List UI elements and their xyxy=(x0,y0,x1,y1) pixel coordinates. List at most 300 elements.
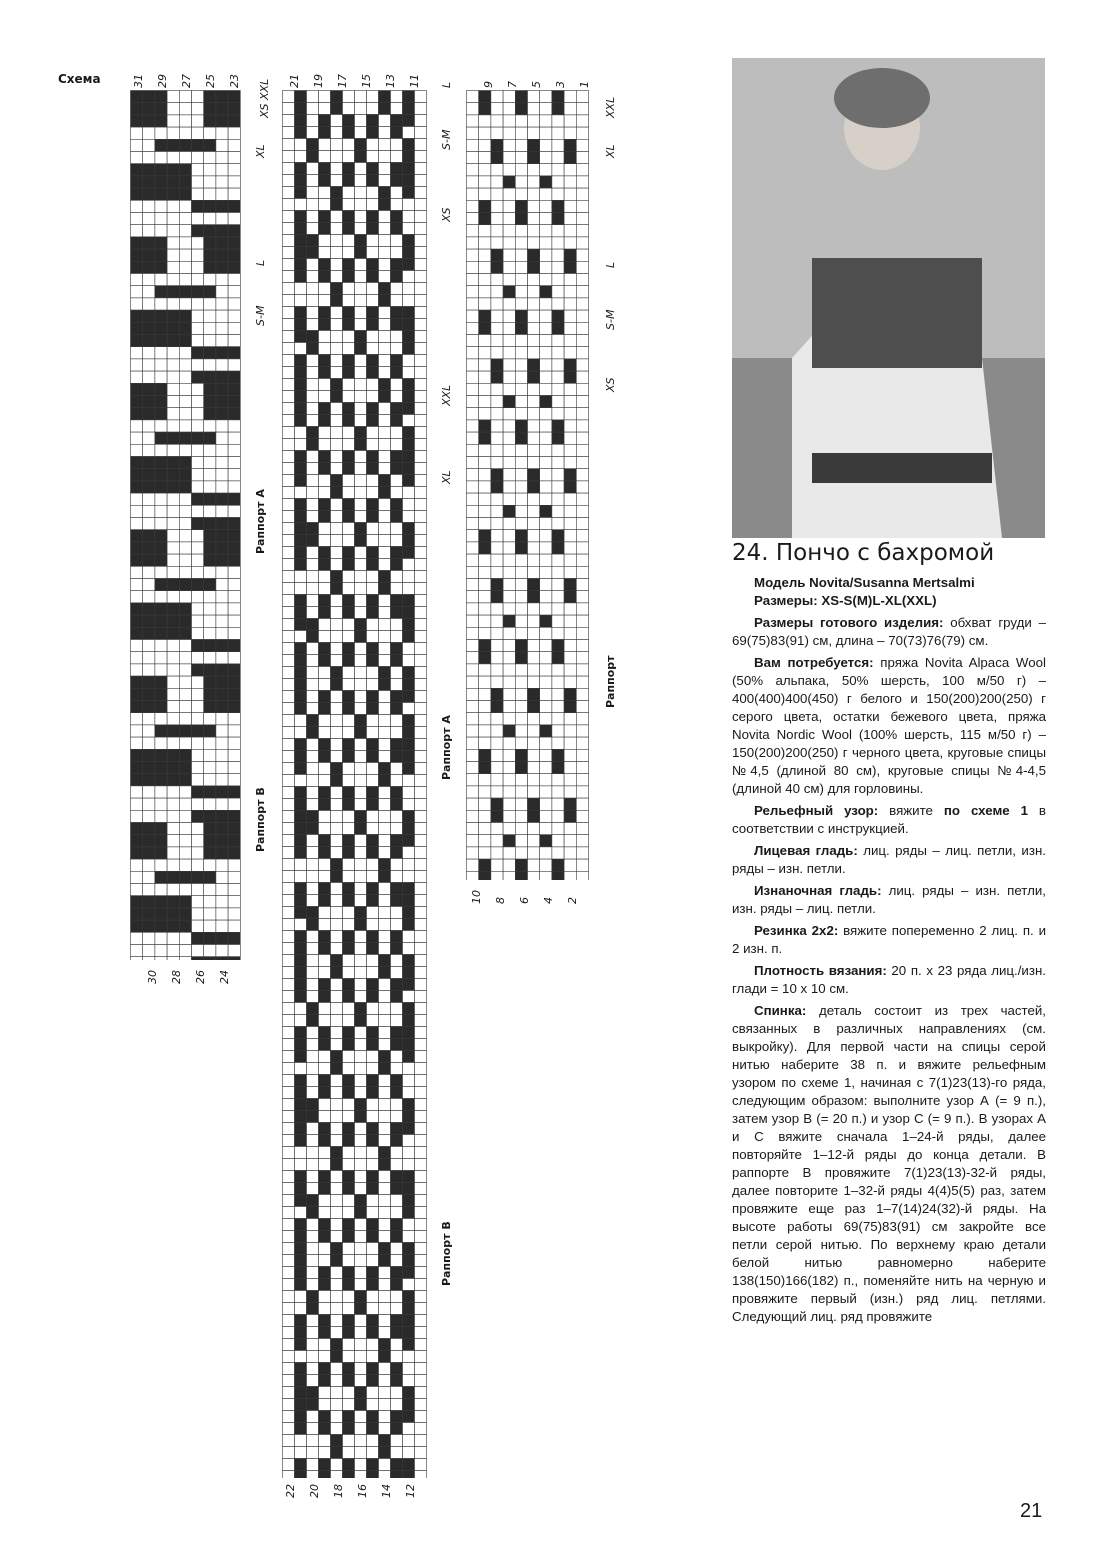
chart-cell xyxy=(467,505,479,517)
chart-cell xyxy=(540,640,552,652)
chart-cell xyxy=(355,931,367,943)
chart-cell xyxy=(564,835,576,847)
chart-cell xyxy=(391,1375,403,1387)
chart-cell xyxy=(467,200,479,212)
chart-cell xyxy=(283,343,295,355)
chart-cell xyxy=(343,823,355,835)
chart-cell xyxy=(319,463,331,475)
chart-cell xyxy=(403,619,415,631)
chart-cell xyxy=(564,420,576,432)
chart-cell xyxy=(367,1351,379,1363)
chart-cell xyxy=(319,271,331,283)
chart-cell xyxy=(319,523,331,535)
chart-cell xyxy=(179,676,191,688)
chart-cell xyxy=(307,727,319,739)
chart-cell xyxy=(415,1099,427,1111)
chart-cell xyxy=(228,274,240,286)
chart-cell xyxy=(204,91,216,103)
chart-cell xyxy=(491,396,503,408)
chart-cell xyxy=(216,200,228,212)
chart-cell xyxy=(515,103,527,115)
chart-cell xyxy=(331,1255,343,1267)
chart-cell xyxy=(143,335,155,347)
chart-cell xyxy=(479,774,491,786)
chart-cell xyxy=(355,1003,367,1015)
chart-cell xyxy=(503,164,515,176)
chart-cell xyxy=(564,774,576,786)
chart-cell xyxy=(307,91,319,103)
chart-cell xyxy=(343,1051,355,1063)
chart-cell xyxy=(528,493,540,505)
chart-cell xyxy=(467,554,479,566)
chart-cell xyxy=(228,359,240,371)
chart-cell xyxy=(131,945,143,957)
chart-cell xyxy=(131,847,143,859)
chart-right-size-mark: S-M xyxy=(604,309,617,330)
chart-cell xyxy=(552,542,564,554)
chart-cell xyxy=(415,403,427,415)
chart-cell xyxy=(295,1435,307,1447)
chart-cell xyxy=(564,847,576,859)
chart-cell xyxy=(131,359,143,371)
chart-cell xyxy=(295,379,307,391)
chart-cell xyxy=(295,1027,307,1039)
chart-cell xyxy=(379,163,391,175)
chart-cell xyxy=(343,1027,355,1039)
chart-cell xyxy=(503,688,515,700)
chart-cell xyxy=(143,871,155,883)
chart-cell xyxy=(540,652,552,664)
chart-cell xyxy=(355,907,367,919)
chart-cell xyxy=(307,379,319,391)
chart-cell xyxy=(331,823,343,835)
chart-cell xyxy=(403,775,415,787)
chart-cell xyxy=(216,554,228,566)
chart-cell xyxy=(379,115,391,127)
chart-cell xyxy=(204,627,216,639)
chart-cell xyxy=(564,274,576,286)
chart-cell xyxy=(379,331,391,343)
chart-cell xyxy=(379,1339,391,1351)
chart-cell xyxy=(379,235,391,247)
chart-cell xyxy=(131,225,143,237)
chart-cell xyxy=(391,103,403,115)
chart-cell xyxy=(552,469,564,481)
chart-cell xyxy=(403,1387,415,1399)
chart-cell xyxy=(167,762,179,774)
chart-cell xyxy=(343,1183,355,1195)
chart-cell xyxy=(528,798,540,810)
chart-cell xyxy=(491,359,503,371)
chart-cell xyxy=(167,896,179,908)
chart-cell xyxy=(355,1447,367,1459)
chart-cell xyxy=(319,1279,331,1291)
chart-left-grid xyxy=(130,90,246,960)
chart-cell xyxy=(331,871,343,883)
chart-cell xyxy=(467,347,479,359)
chart-cell xyxy=(503,554,515,566)
chart-cell xyxy=(192,908,204,920)
chart-cell xyxy=(167,749,179,761)
chart-cell xyxy=(319,919,331,931)
chart-cell xyxy=(331,859,343,871)
chart-cell xyxy=(295,415,307,427)
chart-cell xyxy=(155,432,167,444)
chart-cell xyxy=(479,762,491,774)
chart-cell xyxy=(379,631,391,643)
chart-cell xyxy=(319,103,331,115)
chart-cell xyxy=(403,451,415,463)
chart-cell xyxy=(179,774,191,786)
chart-cell xyxy=(367,187,379,199)
chart-cell xyxy=(155,579,167,591)
chart-cell xyxy=(491,518,503,530)
chart-cell xyxy=(343,211,355,223)
chart-cell xyxy=(552,115,564,127)
chart-middle-bottom-number: 16 xyxy=(356,1484,369,1498)
chart-cell xyxy=(216,396,228,408)
chart-cell xyxy=(467,688,479,700)
chart-cell xyxy=(319,595,331,607)
chart-cell xyxy=(331,1303,343,1315)
chart-cell xyxy=(391,739,403,751)
chart-cell xyxy=(179,579,191,591)
chart-cell xyxy=(131,896,143,908)
chart-cell xyxy=(552,347,564,359)
chart-cell xyxy=(307,775,319,787)
chart-cell xyxy=(403,571,415,583)
chart-cell xyxy=(552,457,564,469)
chart-cell xyxy=(319,163,331,175)
chart-cell xyxy=(415,787,427,799)
chart-cell xyxy=(391,715,403,727)
chart-cell xyxy=(415,715,427,727)
chart-cell xyxy=(403,1039,415,1051)
chart-cell xyxy=(415,247,427,259)
chart-cell xyxy=(391,835,403,847)
chart-cell xyxy=(343,1015,355,1027)
chart-cell xyxy=(131,908,143,920)
chart-cell xyxy=(204,310,216,322)
chart-cell xyxy=(479,749,491,761)
chart-cell xyxy=(295,691,307,703)
chart-cell xyxy=(192,591,204,603)
chart-cell xyxy=(167,420,179,432)
chart-cell xyxy=(331,271,343,283)
chart-cell xyxy=(295,1195,307,1207)
chart-cell xyxy=(331,1195,343,1207)
chart-cell xyxy=(167,127,179,139)
chart-cell xyxy=(355,727,367,739)
chart-cell xyxy=(528,664,540,676)
chart-cell xyxy=(576,493,588,505)
chart-cell xyxy=(216,432,228,444)
chart-cell xyxy=(228,835,240,847)
chart-cell xyxy=(528,640,540,652)
chart-cell xyxy=(331,127,343,139)
chart-cell xyxy=(331,1003,343,1015)
chart-cell xyxy=(528,603,540,615)
chart-cell xyxy=(515,749,527,761)
chart-cell xyxy=(415,427,427,439)
chart-cell xyxy=(540,603,552,615)
chart-cell xyxy=(491,542,503,554)
chart-cell xyxy=(379,1075,391,1087)
chart-cell xyxy=(503,249,515,261)
chart-cell xyxy=(355,163,367,175)
chart-cell xyxy=(283,631,295,643)
chart-cell xyxy=(131,432,143,444)
chart-cell xyxy=(528,200,540,212)
chart-cell xyxy=(216,322,228,334)
chart-cell xyxy=(355,331,367,343)
chart-right-size-mark: XXL xyxy=(604,96,617,118)
chart-cell xyxy=(576,713,588,725)
chart-cell xyxy=(479,127,491,139)
chart-cell xyxy=(283,1447,295,1459)
chart-cell xyxy=(403,163,415,175)
chart-cell xyxy=(379,1255,391,1267)
chart-cell xyxy=(515,859,527,871)
chart-cell xyxy=(391,1243,403,1255)
chart-cell xyxy=(283,751,295,763)
chart-cell xyxy=(192,542,204,554)
chart-cell xyxy=(319,403,331,415)
chart-cell xyxy=(415,1159,427,1171)
chart-cell xyxy=(331,415,343,427)
chart-cell xyxy=(204,932,216,944)
chart-cell xyxy=(367,1339,379,1351)
chart-cell xyxy=(415,1279,427,1291)
chart-cell xyxy=(367,1375,379,1387)
chart-cell xyxy=(355,427,367,439)
chart-cell xyxy=(216,920,228,932)
chart-cell xyxy=(307,187,319,199)
chart-cell xyxy=(192,676,204,688)
chart-cell xyxy=(367,1087,379,1099)
chart-cell xyxy=(415,367,427,379)
chart-cell xyxy=(552,640,564,652)
chart-cell xyxy=(515,566,527,578)
chart-cell xyxy=(216,908,228,920)
chart-cell xyxy=(552,91,564,103)
chart-cell xyxy=(528,627,540,639)
chart-cell xyxy=(307,871,319,883)
chart-cell xyxy=(295,1279,307,1291)
chart-cell xyxy=(379,895,391,907)
chart-cell xyxy=(343,1279,355,1291)
chart-cell xyxy=(192,322,204,334)
chart-cell xyxy=(216,505,228,517)
chart-cell xyxy=(379,1099,391,1111)
chart-cell xyxy=(343,1471,355,1479)
chart-cell xyxy=(379,955,391,967)
chart-cell xyxy=(331,847,343,859)
chart-cell xyxy=(379,523,391,535)
chart-cell xyxy=(307,1003,319,1015)
chart-cell xyxy=(228,432,240,444)
chart-cell xyxy=(491,91,503,103)
chart-cell xyxy=(143,896,155,908)
chart-cell xyxy=(552,261,564,273)
chart-cell xyxy=(192,554,204,566)
chart-cell xyxy=(403,1099,415,1111)
chart-cell xyxy=(228,774,240,786)
chart-cell xyxy=(307,931,319,943)
chart-cell xyxy=(415,1435,427,1447)
chart-cell xyxy=(143,359,155,371)
chart-cell xyxy=(331,223,343,235)
chart-cell xyxy=(319,967,331,979)
chart-cell xyxy=(367,1411,379,1423)
chart-cell xyxy=(540,225,552,237)
chart-cell xyxy=(228,115,240,127)
chart-cell xyxy=(283,523,295,535)
chart-cell xyxy=(403,955,415,967)
chart-cell xyxy=(403,811,415,823)
chart-cell xyxy=(307,823,319,835)
chart-cell xyxy=(155,115,167,127)
chart-cell xyxy=(155,213,167,225)
chart-cell xyxy=(295,1315,307,1327)
chart-cell xyxy=(216,603,228,615)
chart-cell xyxy=(319,943,331,955)
paragraph-head: Изнаночная гладь: xyxy=(754,883,882,898)
chart-cell xyxy=(228,749,240,761)
chart-cell xyxy=(155,725,167,737)
chart-cell xyxy=(331,619,343,631)
chart-cell xyxy=(331,631,343,643)
chart-cell xyxy=(143,469,155,481)
chart-cell xyxy=(295,703,307,715)
chart-cell xyxy=(283,1327,295,1339)
chart-cell xyxy=(379,1039,391,1051)
chart-cell xyxy=(491,725,503,737)
chart-cell xyxy=(403,1027,415,1039)
chart-cell xyxy=(391,439,403,451)
chart-cell xyxy=(307,1015,319,1027)
chart-cell xyxy=(564,127,576,139)
chart-cell xyxy=(367,451,379,463)
chart-cell xyxy=(415,211,427,223)
chart-cell xyxy=(283,115,295,127)
chart-cell xyxy=(216,298,228,310)
chart-cell xyxy=(503,762,515,774)
chart-cell xyxy=(319,535,331,547)
chart-cell xyxy=(307,223,319,235)
chart-cell xyxy=(192,225,204,237)
chart-cell xyxy=(379,1303,391,1315)
chart-cell xyxy=(216,896,228,908)
chart-cell xyxy=(379,1051,391,1063)
chart-cell xyxy=(467,566,479,578)
chart-cell xyxy=(179,896,191,908)
chart-cell xyxy=(379,343,391,355)
chart-cell xyxy=(155,859,167,871)
chart-cell xyxy=(415,271,427,283)
chart-cell xyxy=(295,499,307,511)
chart-cell xyxy=(143,579,155,591)
chart-cell xyxy=(379,871,391,883)
chart-cell xyxy=(319,547,331,559)
chart-cell xyxy=(415,355,427,367)
chart-cell xyxy=(403,283,415,295)
chart-cell xyxy=(319,583,331,595)
chart-middle-size-mark: XL xyxy=(440,470,453,484)
chart-cell xyxy=(331,391,343,403)
chart-cell xyxy=(319,1003,331,1015)
chart-cell xyxy=(295,1423,307,1435)
chart-cell xyxy=(331,1459,343,1471)
chart-cell xyxy=(479,505,491,517)
chart-cell xyxy=(228,884,240,896)
chart-cell xyxy=(391,571,403,583)
chart-cell xyxy=(391,667,403,679)
chart-cell xyxy=(179,469,191,481)
chart-cell xyxy=(367,1267,379,1279)
chart-cell xyxy=(283,223,295,235)
chart-cell xyxy=(379,811,391,823)
chart-cell xyxy=(343,799,355,811)
chart-cell xyxy=(143,835,155,847)
chart-cell xyxy=(216,286,228,298)
chart-cell xyxy=(283,451,295,463)
chart-middle-bottom-number: 22 xyxy=(284,1484,297,1498)
chart-cell xyxy=(216,371,228,383)
chart-cell xyxy=(228,237,240,249)
chart-cell xyxy=(391,1327,403,1339)
chart-cell xyxy=(491,383,503,395)
chart-cell xyxy=(143,908,155,920)
chart-cell xyxy=(331,151,343,163)
chart-cell xyxy=(131,200,143,212)
chart-cell xyxy=(331,295,343,307)
chart-cell xyxy=(204,615,216,627)
chart-cell xyxy=(367,1003,379,1015)
chart-cell xyxy=(155,359,167,371)
chart-cell xyxy=(415,559,427,571)
chart-cell xyxy=(379,271,391,283)
chart-cell xyxy=(343,1435,355,1447)
chart-cell xyxy=(295,751,307,763)
chart-cell xyxy=(155,505,167,517)
chart-cell xyxy=(355,175,367,187)
chart-middle-grid xyxy=(282,90,432,1478)
chart-cell xyxy=(379,1171,391,1183)
chart-cell xyxy=(355,991,367,1003)
chart-cell xyxy=(491,823,503,835)
chart-left-repeat-label: Раппорт А xyxy=(254,489,267,554)
chart-cell xyxy=(131,310,143,322)
chart-cell xyxy=(491,322,503,334)
chart-cell xyxy=(355,739,367,751)
chart-cell xyxy=(192,249,204,261)
chart-cell xyxy=(228,542,240,554)
chart-cell xyxy=(367,1063,379,1075)
chart-middle-bottom-number: 18 xyxy=(332,1484,345,1498)
chart-cell xyxy=(415,115,427,127)
chart-cell xyxy=(283,187,295,199)
chart-cell xyxy=(540,335,552,347)
chart-cell xyxy=(343,283,355,295)
chart-cell xyxy=(528,298,540,310)
chart-cell xyxy=(391,211,403,223)
chart-cell xyxy=(155,176,167,188)
chart-middle-bottom-number: 12 xyxy=(404,1484,417,1498)
chart-cell xyxy=(143,396,155,408)
chart-cell xyxy=(403,1255,415,1267)
chart-cell xyxy=(552,139,564,151)
